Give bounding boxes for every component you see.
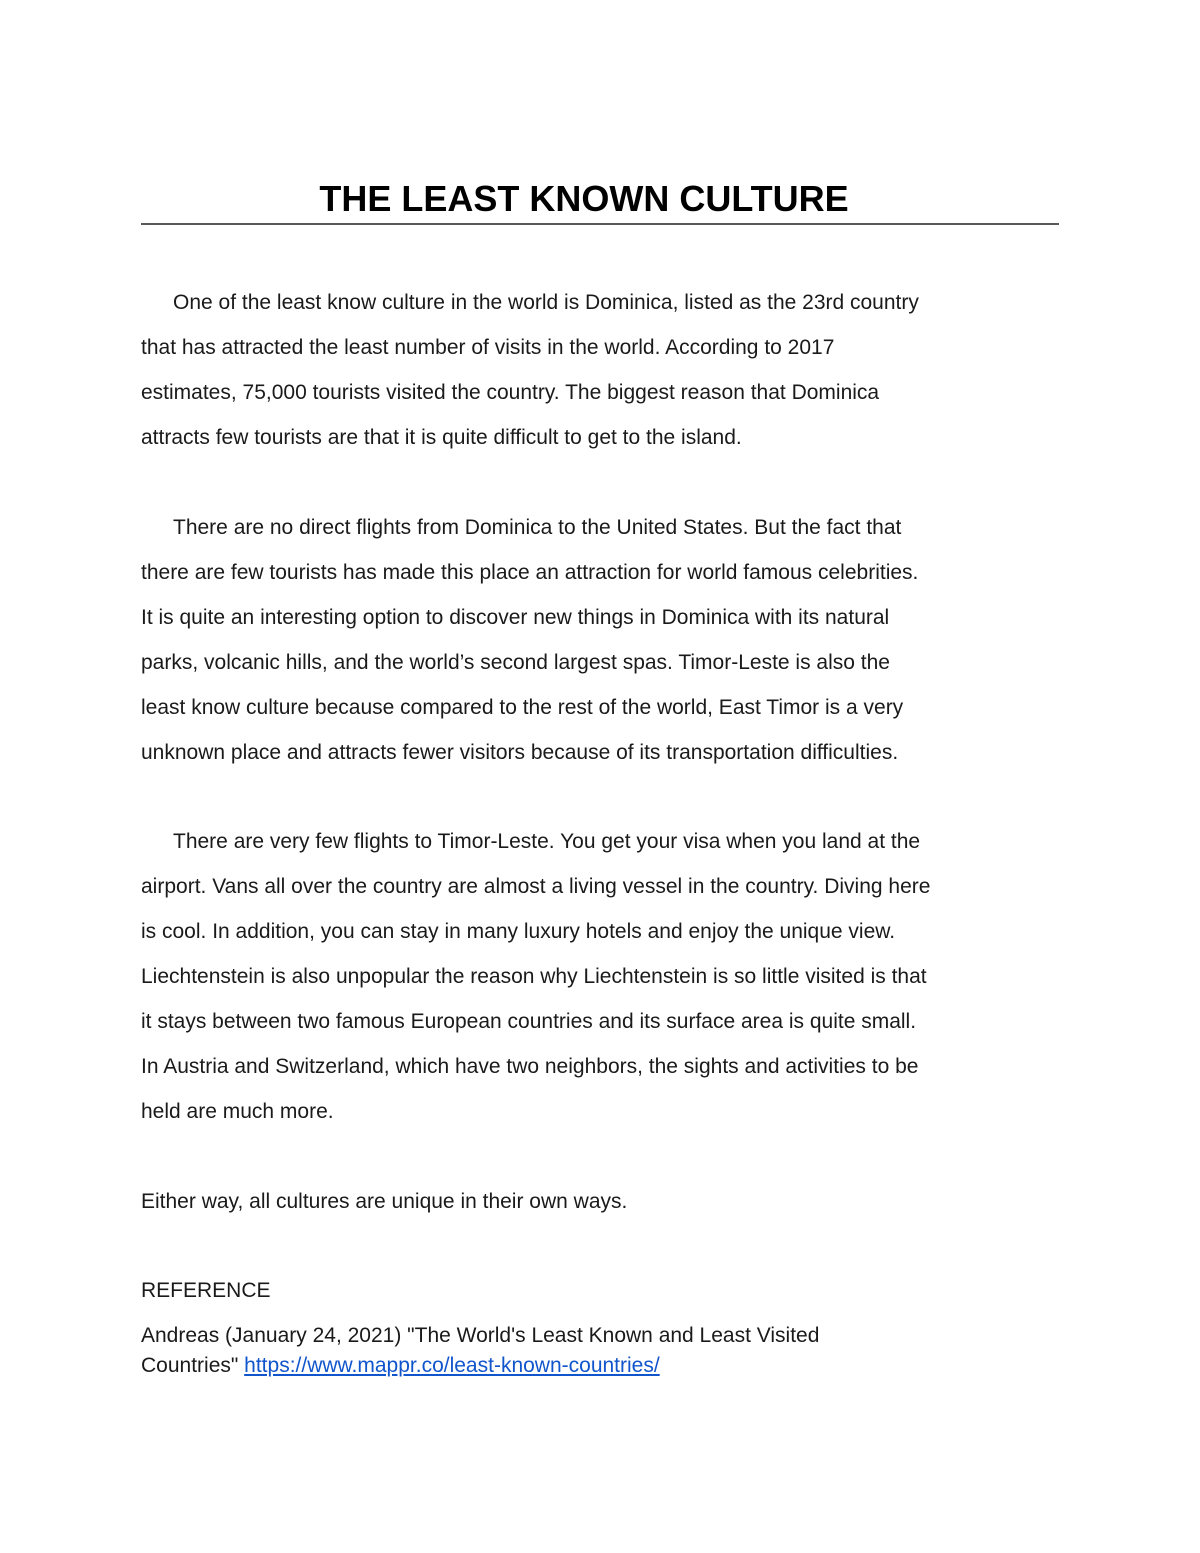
paragraph-3-line-5: it stays between two famous European countries and its surface area is quite small. [141,1010,917,1033]
paragraph-3-line-7: held are much more. [141,1100,334,1123]
reference-citation-line-2 [141,1353,660,1379]
reference-citation-line-1: Andreas (January 24, 2021) "The World's Least Known and Least Visited [141,1324,820,1347]
paragraph-3-line-4: Liechtenstein is also unpopular the reason why Liechtenstein is so little visited is that [141,965,927,988]
paragraph-2-line-4: parks, volcanic hills, and the world’s second largest spas. Timor-Leste is also the [141,651,890,674]
reference-citation-text: Countries" [141,1354,245,1377]
paragraph-3-line-6: In Austria and Switzerland, which have two neighbors, the sights and activities to be [141,1055,919,1078]
document-title: THE LEAST KNOWN CULTURE [319,178,849,219]
paragraph-2-line-6: unknown place and attracts fewer visitors because of its transportation difficulties. [141,741,899,764]
paragraph-1-line-3: estimates, 75,000 tourists visited the country. The biggest reason that Dominica [141,381,880,404]
paragraph-3-line-2: airport. Vans all over the country are almost a living vessel in the country. Diving here [141,875,931,898]
reference-heading: REFERENCE [141,1279,271,1302]
paragraph-1-line-2: that has attracted the least number of visits in the world. According to 2017 [141,336,835,359]
paragraph-1-line-4: attracts few tourists are that it is quite difficult to get to the island. [141,426,742,449]
paragraph-3-line-1: There are very few flights to Timor-Leste. You get your visa when you land at the [173,830,921,853]
paragraph-2-line-3: It is quite an interesting option to discover new things in Dominica with its natural [141,606,890,629]
reference-url-link[interactable]: https://www.mappr.co/least-known-countries/ [244,1354,660,1377]
paragraph-1-line-1: One of the least know culture in the world is Dominica, listed as the 23rd country [173,291,919,314]
paragraph-2-line-2: there are few tourists has made this place an attraction for world famous celebrities. [141,561,919,584]
paragraph-2-line-5: least know culture because compared to the rest of the world, East Timor is a very [141,696,904,719]
closing-sentence: Either way, all cultures are unique in their own ways. [141,1190,628,1213]
paragraph-3-line-3: is cool. In addition, you can stay in many luxury hotels and enjoy the unique view. [141,920,896,943]
paragraph-2-line-1: There are no direct flights from Dominica to the United States. But the fact that [173,516,902,539]
title-underline-rule [141,223,1059,225]
